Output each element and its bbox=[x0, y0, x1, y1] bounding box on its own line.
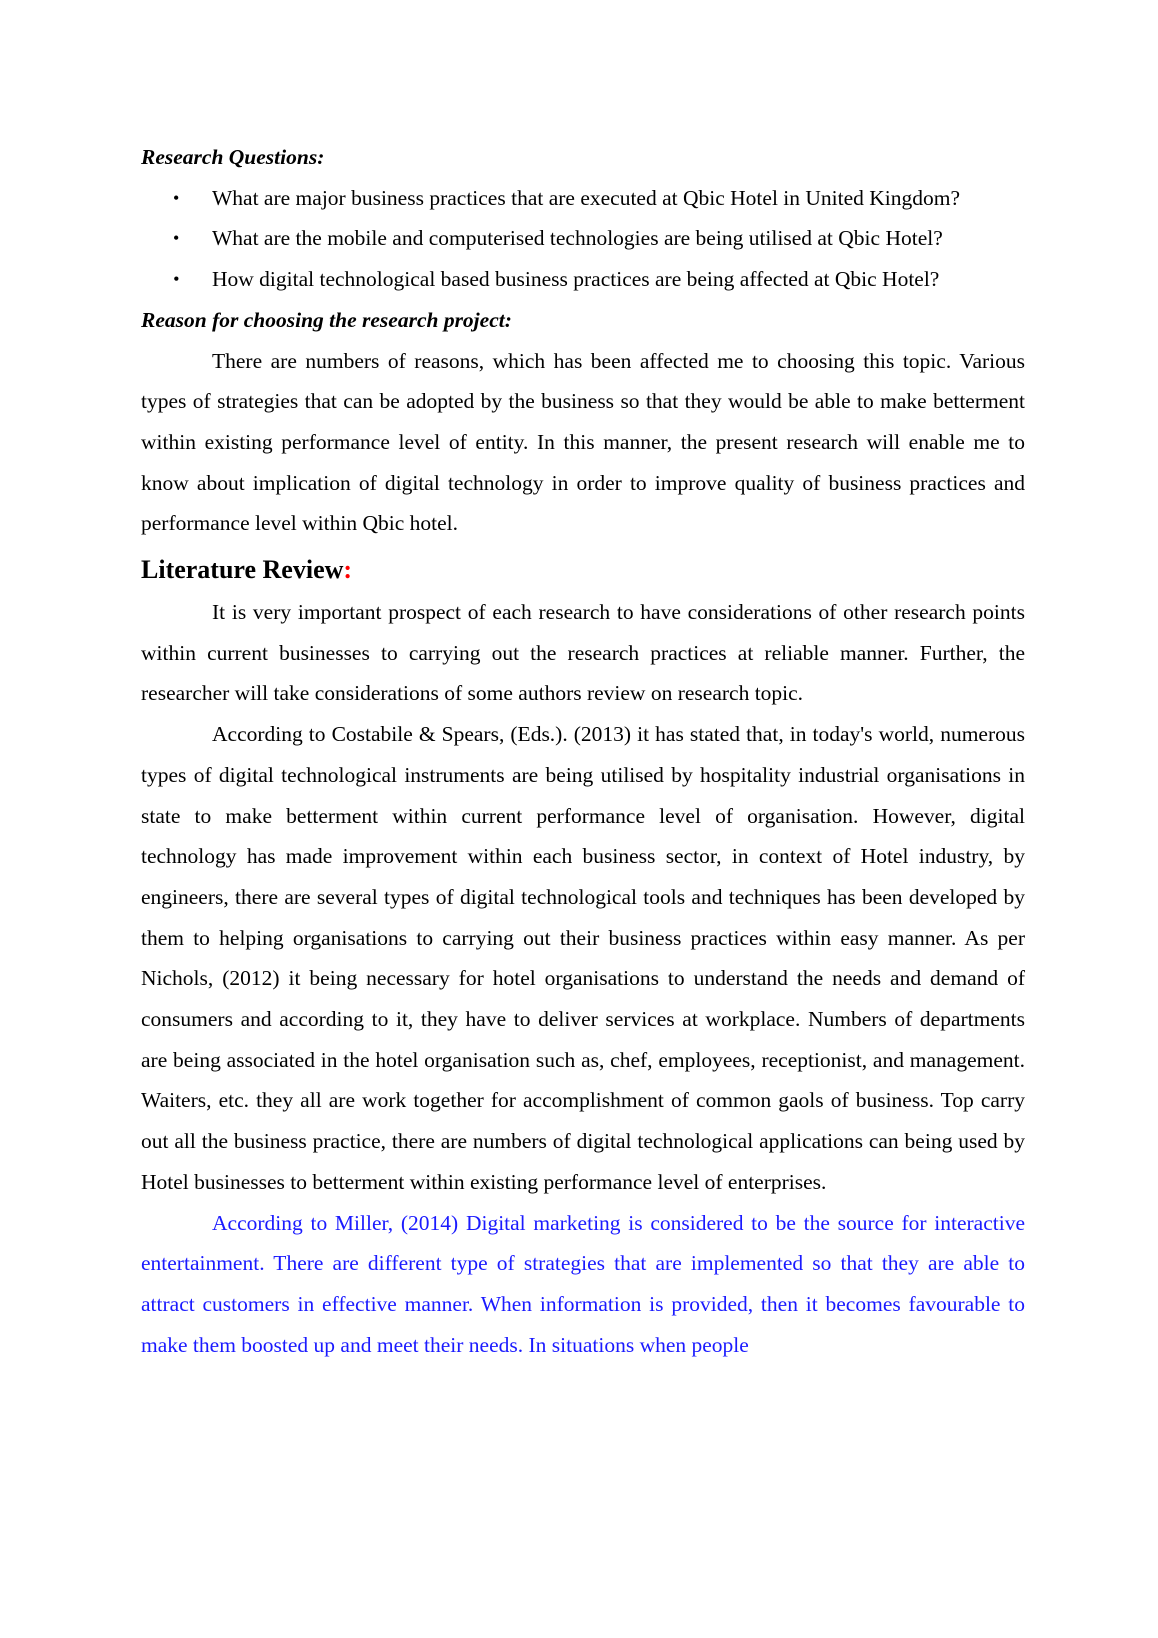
literature-paragraph-highlighted: According to Miller, (2014) Digital marketing is considered to be the source for interactive entertainment. There are different type of strategies that are implemented so that they are able to attract customers in effective manner. When information is provided, then it becomes favourable to make them boosted up and meet their needs. In situations when people bbox=[141, 1210, 1025, 1357]
document-page bbox=[141, 137, 1025, 1365]
heading-colon: : bbox=[343, 555, 353, 585]
bullet-icon: • bbox=[173, 269, 180, 290]
question-text: What are major business practices that are executed at Qbic Hotel in United Kingdom? bbox=[212, 185, 961, 210]
reason-heading: Reason for choosing the research project: bbox=[141, 307, 512, 332]
list-item bbox=[141, 218, 1025, 259]
literature-paragraph: It is very important prospect of each research to have considerations of other research points within current businesses to carrying out the research practices at reliable manner. Further, the researcher will take considerations of some authors review on research topic. bbox=[141, 600, 1025, 706]
list-item bbox=[141, 178, 1025, 219]
reason-paragraph: There are numbers of reasons, which has been affected me to choosing this topic. Various types of strategies that can be adopted by the business so that they would be able to make betterment within existing performance level of entity. In this manner, the present research will enable me to know about implication of digital technology in order to improve quality of business practices and performance level within Qbic hotel. bbox=[141, 348, 1025, 536]
literature-review-heading-text: Literature Review bbox=[141, 555, 344, 585]
bullet-icon: • bbox=[173, 228, 180, 249]
question-text: What are the mobile and computerised technologies are being utilised at Qbic Hotel? bbox=[212, 226, 943, 251]
literature-review-heading bbox=[141, 550, 1025, 590]
research-questions-heading: Research Questions: bbox=[141, 145, 325, 169]
research-questions-list bbox=[141, 178, 1025, 300]
bullet-icon: • bbox=[173, 187, 180, 208]
literature-paragraph: According to Costabile & Spears, (Eds.). (2013) it has stated that, in today's world, numerous types of digital technological instruments are being utilised by hospitality industrial organisations in state to make betterment within current performance level of organisation. However, digital technology has made improvement within each business sector, in context of Hotel industry, by engineers, there are several types of digital technological tools and techniques has been developed by them to helping organisations to carrying out their business practices within easy manner. As per Nichols, (2012) it being necessary for hotel organisations to understand the needs and demand of consumers and according to it, they have to deliver services at workplace. Numbers of departments are being associated in the hotel organisation such as, chef, employees, receptionist, and management. Waiters, etc. they all are work together for accomplishment of common gaols of business. Top carry out all the business practice, there are numbers of digital technological applications can being used by Hotel businesses to betterment within existing performance level of enterprises. bbox=[141, 722, 1025, 1194]
list-item bbox=[141, 259, 1025, 300]
question-text: How digital technological based business practices are being affected at Qbic Hotel? bbox=[212, 267, 940, 292]
